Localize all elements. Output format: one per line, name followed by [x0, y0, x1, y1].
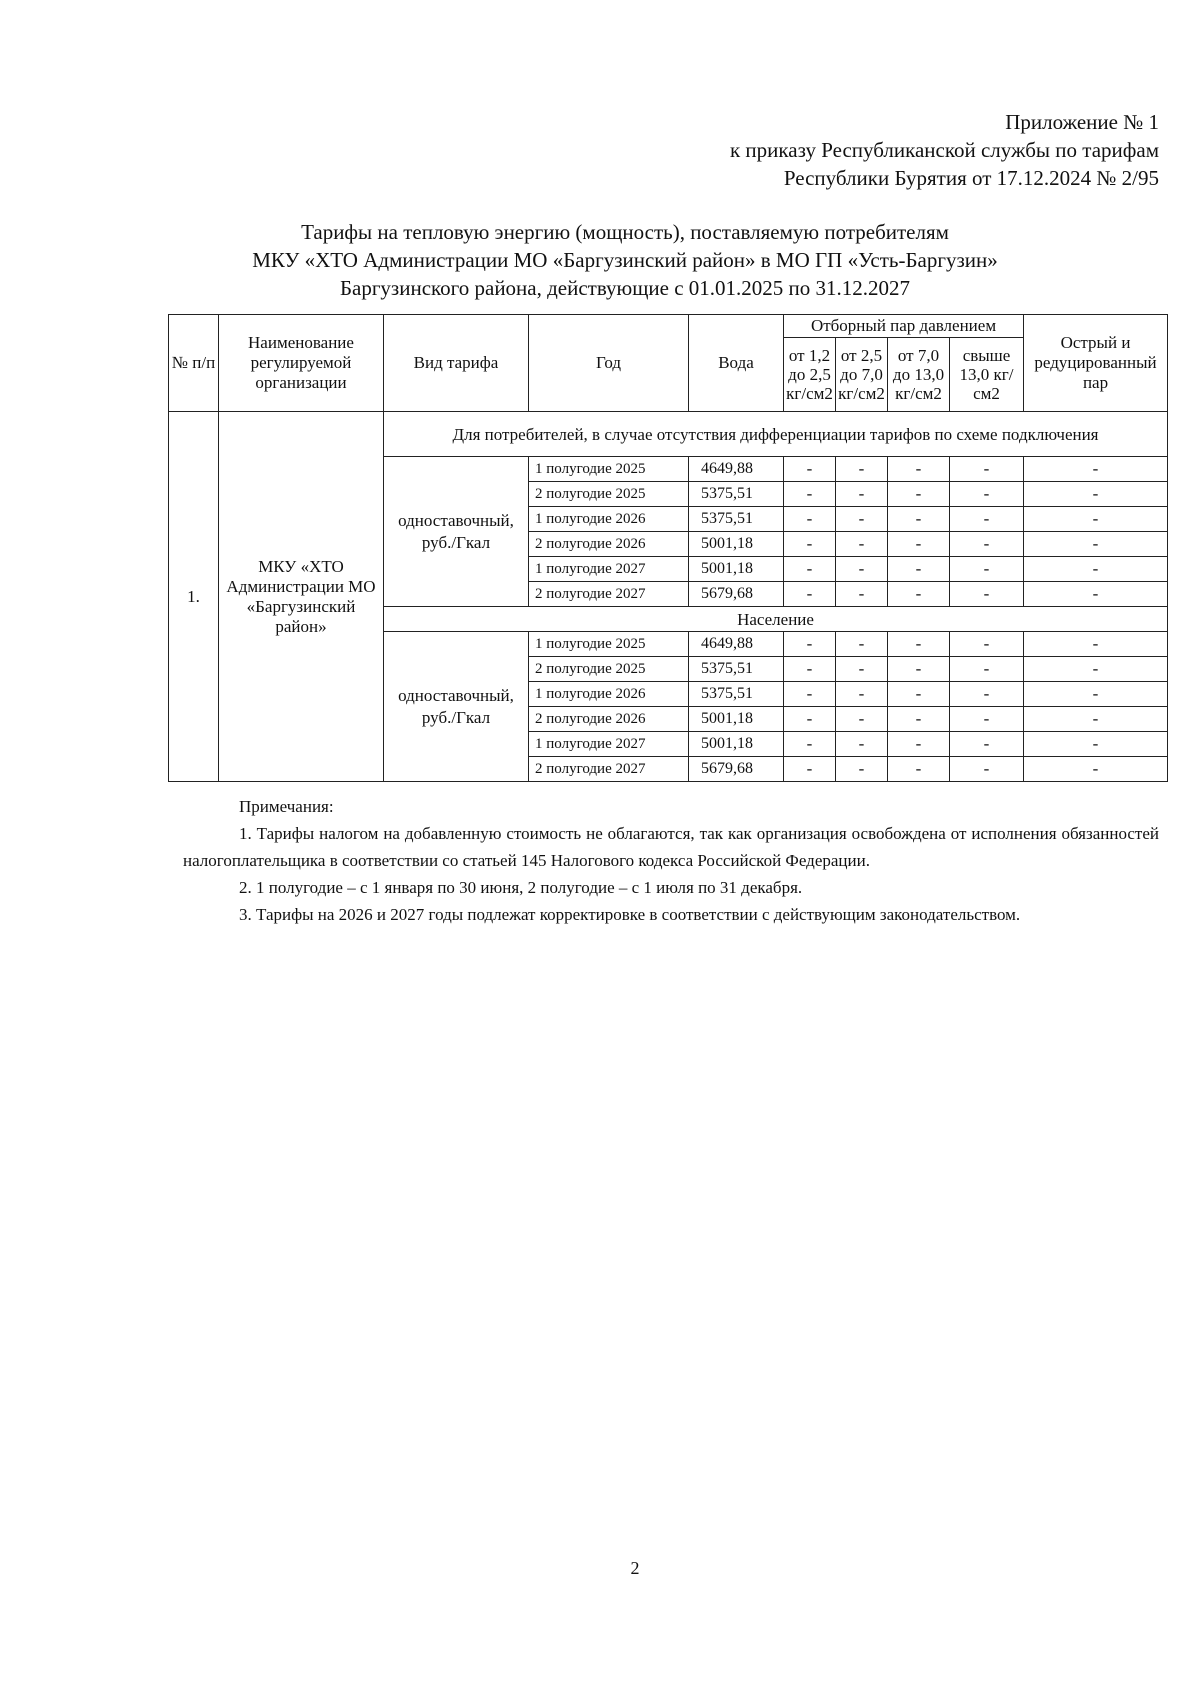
cell-sharp-steam: - — [1024, 482, 1168, 507]
cell-year: 2 полугодие 2026 — [529, 532, 689, 557]
cell-steam-2: - — [836, 582, 888, 607]
cell-steam-1: - — [784, 582, 836, 607]
cell-steam-1: - — [784, 532, 836, 557]
cell-steam-3: - — [888, 707, 950, 732]
cell-steam-4: - — [950, 457, 1024, 482]
cell-steam-4: - — [950, 682, 1024, 707]
cell-steam-1: - — [784, 732, 836, 757]
cell-steam-4: - — [950, 632, 1024, 657]
cell-steam-1: - — [784, 632, 836, 657]
cell-steam-3: - — [888, 457, 950, 482]
header-year: Год — [529, 315, 689, 412]
cell-steam-1: - — [784, 507, 836, 532]
cell-water: 5679,68 — [689, 582, 784, 607]
header-steam-4: свыше 13,0 кг/см2 — [950, 338, 1024, 412]
cell-water: 5375,51 — [689, 507, 784, 532]
organization-name: МКУ «ХТО Администрации МО «Баргузинский район» — [219, 412, 384, 782]
cell-steam-4: - — [950, 707, 1024, 732]
cell-steam-2: - — [836, 707, 888, 732]
cell-steam-1: - — [784, 657, 836, 682]
appendix-line-2: к приказу Республиканской службы по тарифам — [729, 138, 1159, 162]
cell-steam-2: - — [836, 507, 888, 532]
cell-year: 2 полугодие 2025 — [529, 657, 689, 682]
cell-water: 4649,88 — [689, 457, 784, 482]
cell-sharp-steam: - — [1024, 732, 1168, 757]
cell-steam-2: - — [836, 482, 888, 507]
notes — [183, 793, 1159, 928]
cell-year: 2 полугодие 2027 — [529, 582, 689, 607]
cell-water: 5001,18 — [689, 532, 784, 557]
cell-year: 1 полугодие 2027 — [529, 557, 689, 582]
cell-steam-2: - — [836, 557, 888, 582]
cell-year: 1 полугодие 2027 — [529, 732, 689, 757]
title-line-1: Тарифы на тепловую энергию (мощность), поставляемую потребителям — [301, 220, 949, 244]
cell-steam-1: - — [784, 757, 836, 782]
cell-steam-4: - — [950, 757, 1024, 782]
header-sharp-steam: Острый и редуцированный пар — [1024, 315, 1168, 412]
cell-year: 1 полугодие 2025 — [529, 632, 689, 657]
cell-sharp-steam: - — [1024, 707, 1168, 732]
cell-year: 2 полугодие 2026 — [529, 707, 689, 732]
cell-steam-3: - — [888, 582, 950, 607]
notes-label: Примечания: — [239, 797, 334, 816]
cell-steam-2: - — [836, 532, 888, 557]
appendix-header — [730, 108, 1159, 192]
note-item: 1. Тарифы налогом на добавленную стоимость не облагаются, так как организация освобождена от исполнения обязанностей налогоплательщика в соответствии со статьей 145 Налогового кодекса Российской Федерации. — [183, 824, 1159, 870]
cell-steam-1: - — [784, 482, 836, 507]
section-title: Для потребителей, в случае отсутствия дифференциации тарифов по схеме подключения — [384, 412, 1168, 457]
title-line-3: Баргузинского района, действующие с 01.01.2025 по 31.12.2027 — [339, 276, 911, 300]
cell-sharp-steam: - — [1024, 507, 1168, 532]
cell-steam-2: - — [836, 632, 888, 657]
cell-steam-3: - — [888, 557, 950, 582]
cell-steam-2: - — [836, 732, 888, 757]
section-title: Население — [384, 607, 1168, 632]
cell-year: 2 полугодие 2025 — [529, 482, 689, 507]
cell-water: 5001,18 — [689, 557, 784, 582]
cell-water: 5001,18 — [689, 732, 784, 757]
cell-steam-2: - — [836, 757, 888, 782]
page-number: 2 — [630, 1558, 640, 1578]
cell-steam-3: - — [888, 757, 950, 782]
cell-steam-1: - — [784, 557, 836, 582]
cell-year: 1 полугодие 2026 — [529, 682, 689, 707]
cell-water: 4649,88 — [689, 632, 784, 657]
header-steam-1: от 1,2 до 2,5 кг/см2 — [784, 338, 836, 412]
cell-steam-1: - — [784, 682, 836, 707]
cell-steam-2: - — [836, 657, 888, 682]
cell-steam-2: - — [836, 682, 888, 707]
tariff-type: одноставочный, руб./Гкал — [384, 632, 529, 782]
header-org: Наименование регулируемой организации — [219, 315, 384, 412]
cell-sharp-steam: - — [1024, 532, 1168, 557]
cell-steam-3: - — [888, 482, 950, 507]
cell-steam-4: - — [950, 582, 1024, 607]
cell-steam-4: - — [950, 507, 1024, 532]
cell-steam-1: - — [784, 457, 836, 482]
cell-sharp-steam: - — [1024, 632, 1168, 657]
cell-sharp-steam: - — [1024, 582, 1168, 607]
cell-steam-3: - — [888, 632, 950, 657]
cell-steam-1: - — [784, 707, 836, 732]
cell-year: 1 полугодие 2025 — [529, 457, 689, 482]
cell-steam-3: - — [888, 657, 950, 682]
cell-steam-3: - — [888, 532, 950, 557]
cell-year: 2 полугодие 2027 — [529, 757, 689, 782]
cell-water: 5001,18 — [689, 707, 784, 732]
cell-steam-4: - — [950, 532, 1024, 557]
cell-steam-3: - — [888, 507, 950, 532]
cell-water: 5679,68 — [689, 757, 784, 782]
cell-steam-4: - — [950, 732, 1024, 757]
cell-steam-3: - — [888, 682, 950, 707]
document-title — [0, 218, 1200, 302]
cell-steam-4: - — [950, 557, 1024, 582]
cell-steam-2: - — [836, 457, 888, 482]
cell-sharp-steam: - — [1024, 682, 1168, 707]
row-number: 1. — [169, 412, 219, 782]
cell-sharp-steam: - — [1024, 757, 1168, 782]
header-steam-group: Отборный пар давлением — [784, 315, 1024, 338]
cell-sharp-steam: - — [1024, 557, 1168, 582]
header-water: Вода — [689, 315, 784, 412]
appendix-line-1: Приложение № 1 — [1005, 110, 1159, 134]
section-title-row — [169, 412, 1168, 457]
note-item: 2. 1 полугодие – с 1 января по 30 июня, 2 полугодие – с 1 июля по 31 декабря. — [239, 878, 803, 897]
note-item: 3. Тарифы на 2026 и 2027 годы подлежат корректировке в соответствии с действующим законодательством. — [239, 905, 1021, 924]
tariff-type: одноставочный, руб./Гкал — [384, 457, 529, 607]
cell-year: 1 полугодие 2026 — [529, 507, 689, 532]
header-steam-3: от 7,0 до 13,0 кг/см2 — [888, 338, 950, 412]
cell-steam-3: - — [888, 732, 950, 757]
cell-water: 5375,51 — [689, 482, 784, 507]
cell-sharp-steam: - — [1024, 457, 1168, 482]
cell-steam-4: - — [950, 482, 1024, 507]
appendix-line-3: Республики Бурятия от 17.12.2024 № 2/95 — [783, 166, 1159, 190]
cell-sharp-steam: - — [1024, 657, 1168, 682]
header-row-1 — [169, 315, 1168, 338]
cell-water: 5375,51 — [689, 682, 784, 707]
cell-steam-4: - — [950, 657, 1024, 682]
cell-water: 5375,51 — [689, 657, 784, 682]
header-steam-2: от 2,5 до 7,0 кг/см2 — [836, 338, 888, 412]
header-num: № п/п — [169, 315, 219, 412]
header-tariff-type: Вид тарифа — [384, 315, 529, 412]
tariff-table — [168, 314, 1168, 782]
title-line-2: МКУ «ХТО Администрации МО «Баргузинский район» в МО ГП «Усть-Баргузин» — [252, 248, 998, 272]
